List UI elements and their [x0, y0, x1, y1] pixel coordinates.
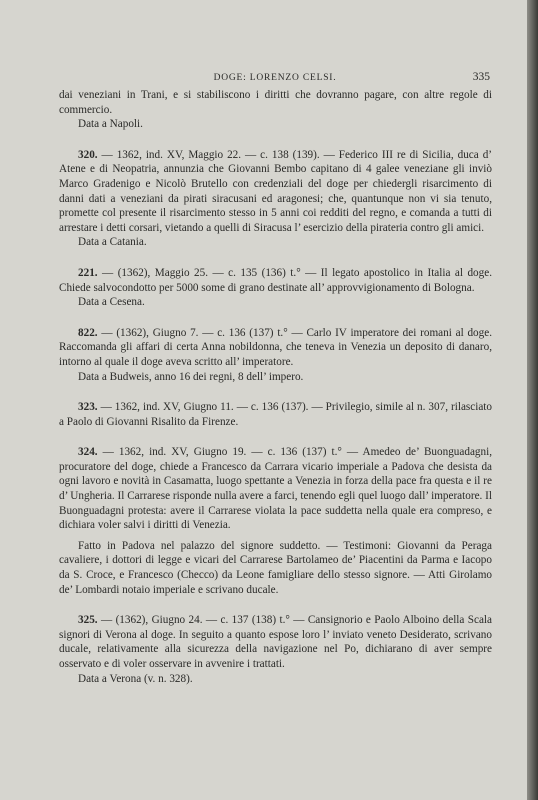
entry-body: — (1362), Maggio 25. — c. 135 (136) t.° — Il legato apostolico in Italia al doge. Chiede salvocondotto per 5000 some di grano destinate all’ approvvigionamento di Bologna.	[59, 266, 492, 294]
page-text	[59, 88, 492, 686]
entry-datum: Data a Cesena.	[78, 296, 145, 309]
entry-body: — 1362, ind. XV, Giugno 11. — c. 136 (137). — Privilegio, simile al n. 307, rilasciato a Paolo di Giovanni Risalito da Firenze.	[59, 401, 493, 428]
carryover-datum: Data a Napoli.	[78, 118, 143, 131]
entry-body: — (1362), Giugno 24. — c. 137 (138) t.° — Cansignorio e Paolo Alboino della Scala signori di Verona al doge. In seguito a quanto espose loro l’ inviato veneto Desiderato, scrivano ducale, relativamente alla sicurezza della navigazione nel Po, dichiarano di aver sempre osservato e di voler osservare in avvenire i trattati.	[59, 614, 492, 670]
entry-number: 822.	[78, 326, 98, 339]
entry-322	[59, 326, 492, 370]
entry-datum: Data a Verona (v. n. 328).	[78, 672, 193, 685]
page-number: 335	[472, 71, 490, 83]
entry-323	[59, 400, 492, 429]
entry-321	[59, 266, 492, 295]
entry-body: — (1362), Giugno 7. — c. 136 (137) t.° — Carlo IV imperatore dei romani al doge. Raccomanda gli affari di certa Anna nobildonna, che teneva in Venezia un deposito di danaro, intorno al quale il doge aveva scritto all’ imperatore.	[59, 326, 492, 368]
entry-datum: Data a Budweis, anno 16 dei regni, 8 dell’ impero.	[78, 370, 304, 383]
page-edge-shadow	[527, 0, 538, 800]
carryover-text: dai veneziani in Trani, e si stabiliscono i diritti che dovranno pagare, con altre regole di commercio.	[59, 89, 492, 116]
entry-subparagraph: Fatto in Padova nel palazzo del signore suddetto. — Testimoni: Giovanni da Peraga cavaliere, i dottori di legge e vicari del Carrarese Bartolameo de’ Piacentini da Parma e Iacopo da S. Croce, e Francesco (Checco) da Leone famigliare dello stesso signore. — Atti Girolamo de’ Lombardi notaio imperiale e scrivano ducale.	[59, 539, 492, 596]
entry-number: 221.	[78, 266, 98, 279]
entry-number: 320.	[78, 148, 98, 161]
entry-320	[59, 148, 492, 236]
entry-number: 325.	[78, 614, 98, 627]
running-title: DOGE: LORENZO CELSI.	[213, 73, 337, 83]
entry-body: — 1362, ind. XV, Giugno 19. — c. 136 (137) t.° — Amedeo de’ Buonguadagni, procuratore del doge, chiede a Francesco da Carrara vicario imperiale a Padova che desista da ogni lavoro e novità in Casamatta, luogo spettante a Venezia in forza della pace fra questa e il re d’ Ungheria. Il Carrarese risponde nulla avere a farci, tenendo egli quel luogo dall’ imperatore. Il Buonguadagni protesta: avere il Carrarese violata la pace suddetta nella quale era compreso, e dichiara voler salvi i diritti di Venezia.	[59, 446, 493, 532]
entry-number: 324.	[78, 446, 98, 459]
entry-325	[59, 613, 492, 671]
entry-datum: Data a Catania.	[78, 236, 147, 249]
entry-number: 323.	[78, 401, 98, 414]
entry-324	[59, 445, 492, 533]
entry-body: — 1362, ind. XV, Maggio 22. — c. 138 (139). — Federico III re di Sicilia, duca d’ Atene e di Neopatria, annunzia che Giovanni Bembo capitano di 4 galee veneziane gli inviò Marco Gradenigo e Nicolò Brutello con credenziali del doge per chiedergli risarcimento di danni dati a veneziani da pirati siracusani ed aragonesi; che, quantunque non vi sia tenuto, promette col presente il risarcimento stesso in 5 anni coi redditi del regno, e comanda a tutti di arrestare i detti corsari, vietando a quelli di Siracusa l’ esercizio della pirateria contro gli amici.	[59, 148, 493, 234]
